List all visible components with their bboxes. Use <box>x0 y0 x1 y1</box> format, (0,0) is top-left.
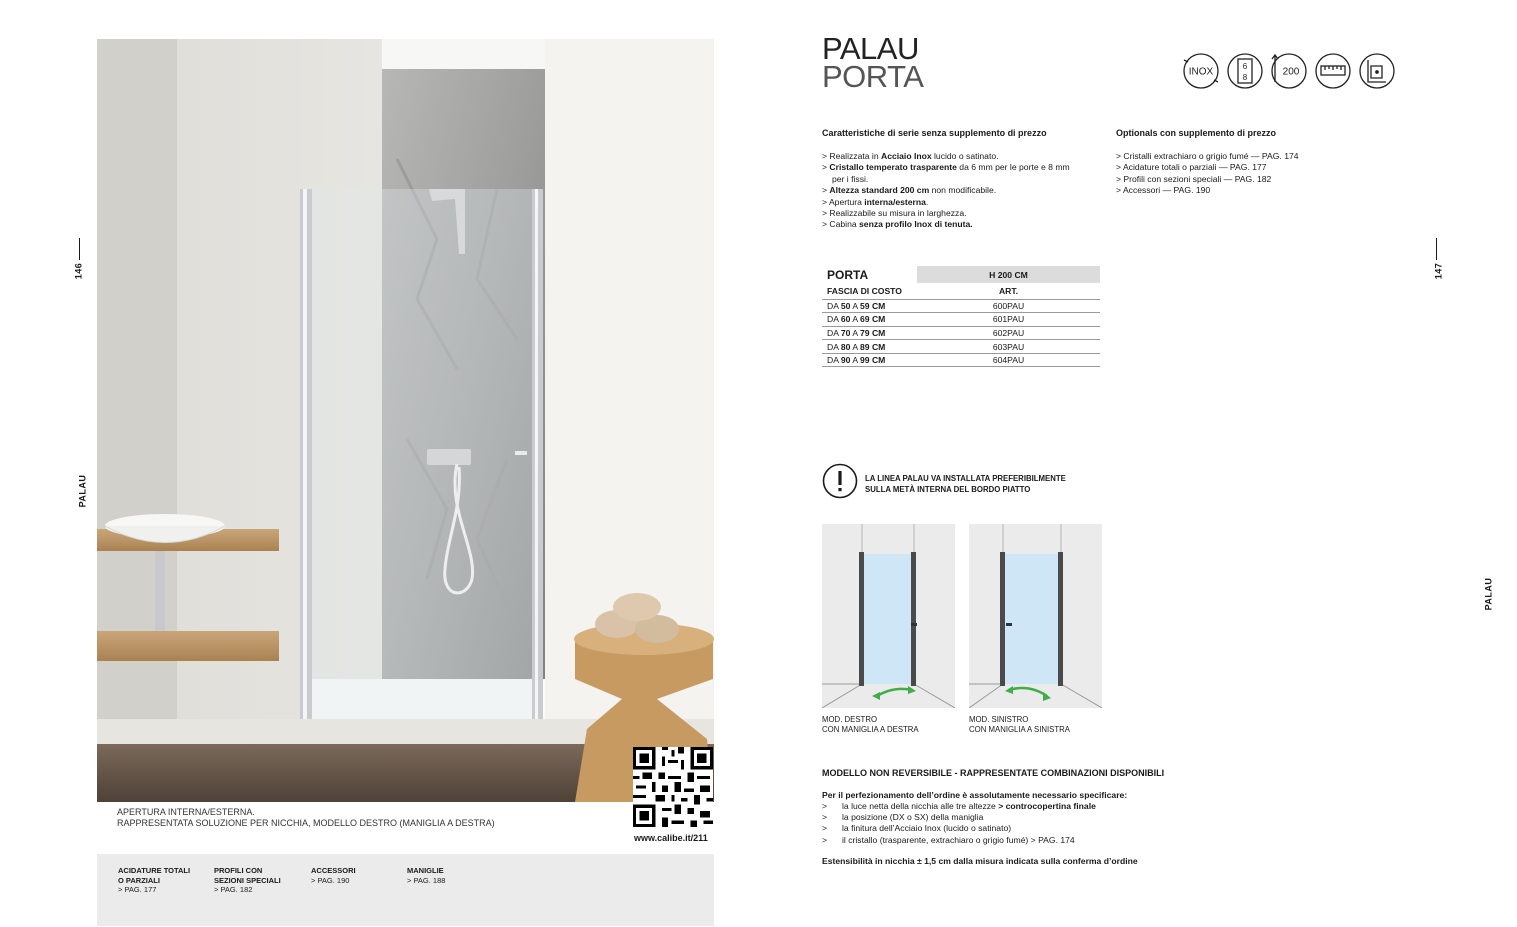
footer-link-page: > PAG. 177 <box>118 885 157 894</box>
product-subtitle: PORTA <box>822 59 924 94</box>
list-item: > Realizzata in Acciaio Inox lucido o satinato. <box>822 151 999 161</box>
height-200-icon-text: 200 <box>1282 66 1300 78</box>
diagram-left-caption-line-2: CON MANIGLIA A SINISTRA <box>969 725 1070 734</box>
list-item: > il cristallo (trasparente, extrachiaro o grigio fumé) > PAG. 174 <box>822 834 1075 845</box>
list-item: > la finitura dell’Acciaio Inox (lucido o satinato) <box>822 823 1012 834</box>
table-row: DA 50 A 59 CM 600PAU <box>822 299 1100 313</box>
shower-room-illustration <box>97 39 714 802</box>
footer-link-maniglie[interactable] <box>407 866 497 885</box>
footer-link-title: ACIDATURE TOTALI <box>118 866 191 875</box>
table-title: PORTA <box>827 267 869 282</box>
standard-features-list <box>822 151 1070 231</box>
optionals-list <box>1116 151 1299 197</box>
footer-link-page: > PAG. 182 <box>214 885 253 894</box>
door-diagram-right <box>822 524 955 708</box>
footer-link-title: O PARZIALI <box>118 875 160 885</box>
height-200-icon <box>1272 54 1306 88</box>
footer-link-page: > PAG. 188 <box>407 875 446 885</box>
table-height-header: H 200 CM <box>917 266 1100 283</box>
table-row: DA 80 A 89 CM 603PAU <box>822 340 1100 354</box>
table-row: DA 90 A 99 CM 604PAU <box>822 353 1100 367</box>
price-table <box>822 266 1100 367</box>
footer-link-acidature[interactable] <box>118 866 208 895</box>
list-item[interactable]: > Acidature totali o parziali — PAG. 177 <box>1116 162 1267 173</box>
list-item: > Apertura interna/esterna. <box>822 196 929 207</box>
list-item[interactable]: > Cristalli extrachiaro o grigio fumé — PAG. 174 <box>1116 151 1299 161</box>
product-title: PALAU <box>822 31 919 66</box>
page-number-rule <box>1436 238 1437 260</box>
list-item: > Cabina senza profilo Inox di tenuta. <box>822 219 973 230</box>
qr-code[interactable] <box>633 747 713 827</box>
order-spec-heading: Per il perfezionamento dell’ordine è assolutamente necessario specificare: <box>822 790 1128 800</box>
door-diagram-left <box>969 524 1102 708</box>
optionals-heading: Optionals con supplemento di prezzo <box>1116 128 1277 138</box>
list-item: > la luce netta della nicchia alle tre altezze > controcopertina finale <box>822 801 1096 811</box>
side-label-left: PALAU <box>77 474 88 508</box>
list-item: per i fissi. <box>832 173 869 184</box>
page-number-right: 147 <box>1433 262 1444 280</box>
inox-icon-text: INOX <box>1188 66 1214 78</box>
diagram-left-caption-line-1: MOD. SINISTRO <box>969 715 1029 724</box>
diagram-right-caption-line-1: MOD. DESTRO <box>822 715 878 724</box>
diagram-right-model <box>822 524 955 708</box>
table-col-label: FASCIA DI COSTO <box>822 283 917 299</box>
custom-measure-icon <box>1316 54 1350 88</box>
footer-link-page: > PAG. 190 <box>311 875 350 885</box>
table-row: DA 60 A 69 CM 601PAU <box>822 313 1100 327</box>
list-item: > Altezza standard 200 cm non modificabile. <box>822 185 997 196</box>
side-label-right: PALAU <box>1483 577 1494 611</box>
list-item: > Cristallo temperato trasparente da 6 mm per le porte e 8 mm <box>822 162 1070 173</box>
warning-line-1: LA LINEA PALAU VA INSTALLATA PREFERIBILMENTE <box>865 474 1066 483</box>
glass-thickness-icon-text2: 8 <box>1242 73 1248 82</box>
non-reversible-note: MODELLO NON REVERSIBILE - RAPPRESENTATE COMBINAZIONI DISPONIBILI <box>822 768 1165 778</box>
list-item[interactable]: > Accessori — PAG. 190 <box>1116 185 1211 196</box>
table-col-code: ART. <box>917 283 1100 299</box>
table-row: DA 70 A 79 CM 602PAU <box>822 326 1100 340</box>
photo-caption <box>117 807 495 829</box>
footer-link-title: PROFILI CON <box>214 866 263 875</box>
list-item: > Realizzabile su misura in larghezza. <box>822 208 967 219</box>
diagram-left-caption <box>969 715 1070 735</box>
easy-clean-icon <box>1360 54 1394 88</box>
footer-link-accessori[interactable] <box>311 866 401 885</box>
glass-thickness-icon <box>1228 54 1262 88</box>
installation-warning <box>865 473 1066 495</box>
caption-line-1: APERTURA INTERNA/ESTERNA. <box>117 807 255 817</box>
footer-link-profili[interactable] <box>214 866 304 895</box>
caption-line-2: RAPPRESENTATA SOLUZIONE PER NICCHIA, MODELLO DESTRO (MANIGLIA A DESTRA) <box>117 818 495 828</box>
warning-icon <box>822 463 858 499</box>
feature-icons <box>1182 52 1397 90</box>
list-item: > la posizione (DX o SX) della maniglia <box>822 812 984 823</box>
glass-thickness-icon-text1: 6 <box>1242 62 1248 71</box>
extensibility-note: Estensibilità in nicchia ± 1,5 cm dalla misura indicata sulla conferma d’ordine <box>822 856 1138 866</box>
inox-icon <box>1184 54 1218 88</box>
qr-url[interactable]: www.calibe.it/211 <box>634 833 708 843</box>
footer-link-title: SEZIONI SPECIALI <box>214 875 281 885</box>
footer-link-title: MANIGLIE <box>407 866 444 875</box>
page-number-left: 146 <box>73 262 84 280</box>
page-number-rule <box>79 238 80 260</box>
standard-features-heading: Caratteristiche di serie senza supplemento di prezzo <box>822 128 1047 138</box>
diagram-left-model <box>969 524 1102 708</box>
order-spec-list <box>822 801 1096 846</box>
warning-line-2: SULLA METÀ INTERNA DEL BORDO PIATTO <box>865 485 1031 494</box>
diagram-right-caption-line-2: CON MANIGLIA A DESTRA <box>822 725 919 734</box>
footer-link-title: ACCESSORI <box>311 866 356 875</box>
list-item[interactable]: > Profili con sezioni speciali — PAG. 182 <box>1116 173 1272 184</box>
product-photo <box>97 39 714 802</box>
diagram-right-caption <box>822 715 919 735</box>
